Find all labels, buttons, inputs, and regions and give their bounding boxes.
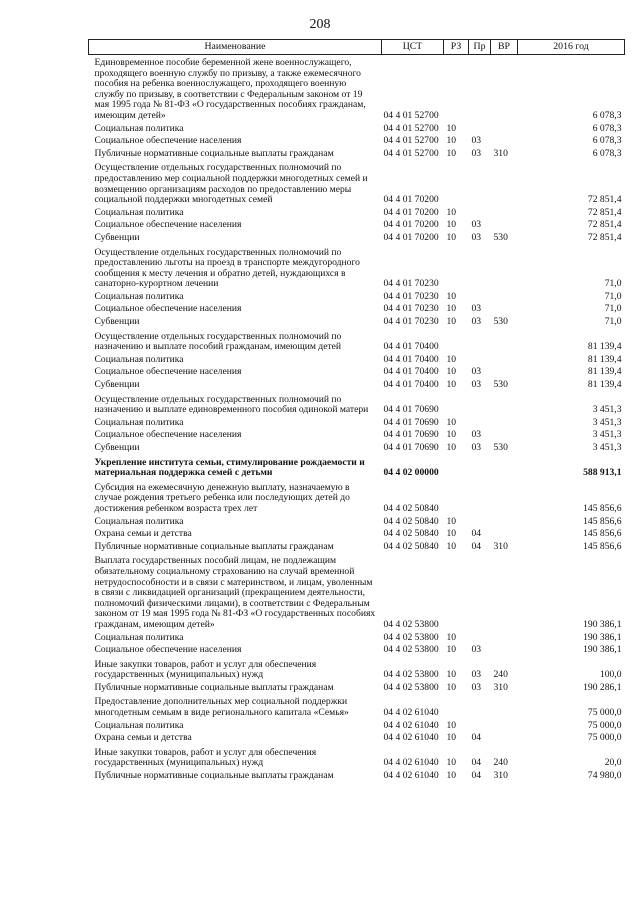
row-vr: 530 <box>493 316 508 328</box>
row-name: Предоставление дополнительных мер социальной поддержки многодетным семьям в виде регионального капитала «Семья» <box>94 696 349 719</box>
row-pr: 03 <box>471 231 482 243</box>
row-amount: 145 856,6 <box>583 515 622 527</box>
row-rz: 10 <box>446 528 457 540</box>
row-vr <box>491 303 518 316</box>
table-row <box>89 644 625 657</box>
row-amount: 72 851,4 <box>587 194 622 206</box>
row-cst: 04 4 01 70200 <box>383 231 439 243</box>
row-name: Социальная политика <box>94 719 184 731</box>
row-vr <box>491 329 518 354</box>
row-name: Охрана семьи и детства <box>94 732 192 744</box>
row-pr: 03 <box>471 379 482 391</box>
row-cst: 04 4 02 50840 <box>383 502 439 514</box>
row-cst: 04 4 01 70400 <box>383 353 439 365</box>
row-amount: 71,0 <box>604 290 622 302</box>
row-name: Социальная политика <box>94 122 184 134</box>
row-pr: 03 <box>471 644 482 656</box>
row-pr: 03 <box>471 135 482 147</box>
row-rz: 10 <box>446 316 457 328</box>
row-amount: 588 913,1 <box>583 467 622 479</box>
table-row <box>89 207 625 220</box>
row-rz: 10 <box>446 429 457 441</box>
row-vr <box>491 553 518 631</box>
row-name: Субвенции <box>94 231 140 243</box>
table-row <box>89 245 625 291</box>
row-pr <box>469 720 491 733</box>
row-cst: 04 4 01 70690 <box>383 404 439 416</box>
row-cst: 04 4 02 61040 <box>383 707 439 719</box>
row-pr: 04 <box>471 757 482 769</box>
row-rz <box>444 329 469 354</box>
row-name: Осуществление отдельных государственных полномочий по назначению и выплате пособий гражданам, имеющим детей <box>94 330 342 353</box>
row-vr: 240 <box>493 757 508 769</box>
row-cst: 04 4 01 70200 <box>383 206 439 218</box>
row-pr: 04 <box>471 732 482 744</box>
row-amount: 71,0 <box>604 278 622 290</box>
row-amount: 81 139,4 <box>587 341 622 353</box>
row-amount: 3 451,3 <box>592 442 622 453</box>
row-pr <box>469 291 491 304</box>
row-name: Охрана семьи и детства <box>94 528 192 540</box>
row-pr: 03 <box>471 429 482 441</box>
row-amount: 3 451,3 <box>592 429 622 441</box>
row-vr <box>491 219 518 232</box>
row-pr <box>469 123 491 136</box>
row-name: Социальное обеспечение населения <box>94 429 242 441</box>
row-cst: 04 4 02 61040 <box>383 719 439 731</box>
page-number: 208 <box>309 17 331 32</box>
header-vr: ВР <box>491 40 518 55</box>
row-pr <box>469 553 491 631</box>
row-name: Социальная политика <box>94 206 184 218</box>
row-name: Социальное обеспечение населения <box>94 644 242 656</box>
row-name: Социальная политика <box>94 290 184 302</box>
row-pr: 03 <box>471 219 482 231</box>
row-amount: 3 451,3 <box>592 416 622 428</box>
row-pr <box>469 160 491 206</box>
table-row <box>89 682 625 695</box>
row-vr <box>491 55 518 123</box>
row-rz: 10 <box>446 669 457 681</box>
table-body <box>89 55 625 783</box>
row-cst: 04 4 01 70690 <box>383 442 439 453</box>
row-pr <box>469 354 491 367</box>
row-pr <box>469 516 491 529</box>
row-cst: 04 4 01 70400 <box>383 366 439 378</box>
table-row <box>89 553 625 631</box>
table-row <box>89 55 625 123</box>
row-amount: 71,0 <box>604 316 622 328</box>
row-name: Социальная политика <box>94 515 184 527</box>
row-pr: 03 <box>471 681 482 693</box>
row-name: Выплата государственных пособий лицам, не подлежащим обязательному социальному страхованию на случай временной нетрудоспособности и в связи с материнством, и лицам, уволенным в связи с ликвидацией организаций (прекращением деятельности, полномочий физическими лицами), в соответствии с Федеральным законом от 19 мая 1995 года № 81-ФЗ «О государственных пособиях гражданам, имеющим детей» <box>94 555 376 630</box>
table-row <box>89 135 625 148</box>
header-name: Наименование <box>89 40 382 55</box>
row-pr: 03 <box>471 669 482 681</box>
row-name: Социальное обеспечение населения <box>94 366 242 378</box>
row-rz: 10 <box>446 290 457 302</box>
row-name: Иные закупки товаров, работ и услуг для обеспечения государственных (муниципальных) нужд <box>94 746 317 769</box>
row-amount: 75 000,0 <box>587 719 622 731</box>
row-rz: 10 <box>446 644 457 656</box>
row-cst: 04 4 01 70400 <box>383 341 439 353</box>
table-row <box>89 303 625 316</box>
table-row <box>89 392 625 417</box>
table-row <box>89 429 625 442</box>
row-amount: 75 000,0 <box>587 732 622 744</box>
row-name: Публичные нормативные социальные выплаты гражданам <box>94 681 334 693</box>
row-vr: 240 <box>493 669 508 681</box>
row-cst: 04 4 01 52700 <box>383 109 439 121</box>
row-rz <box>444 694 469 719</box>
table-row <box>89 455 625 480</box>
table-row <box>89 528 625 541</box>
row-rz: 10 <box>446 353 457 365</box>
row-cst: 04 4 01 52700 <box>383 147 439 159</box>
table-row <box>89 291 625 304</box>
row-pr: 03 <box>471 303 482 315</box>
row-pr: 04 <box>471 770 482 782</box>
row-pr <box>469 392 491 417</box>
row-vr <box>491 417 518 430</box>
row-vr: 310 <box>493 147 508 159</box>
row-rz: 10 <box>446 732 457 744</box>
row-name: Осуществление отдельных государственных полномочий по предоставлению мер социальной поддержки многодетных семей и возмещению организациям расходов по предоставлению меры социальной поддержки многодетных семей <box>94 162 368 206</box>
row-pr: 04 <box>471 540 482 552</box>
row-pr <box>469 480 491 516</box>
row-cst: 04 4 02 61040 <box>383 732 439 744</box>
row-rz <box>444 392 469 417</box>
row-vr <box>491 135 518 148</box>
row-vr: 530 <box>493 379 508 391</box>
row-amount: 100,0 <box>599 669 622 681</box>
row-amount: 6 078,3 <box>592 147 622 159</box>
row-pr <box>469 632 491 645</box>
row-amount: 3 451,3 <box>592 404 622 416</box>
row-amount: 145 856,6 <box>583 540 622 552</box>
row-pr <box>469 329 491 354</box>
row-rz: 10 <box>446 681 457 693</box>
row-name: Субвенции <box>94 316 140 328</box>
row-cst: 04 4 02 50840 <box>383 540 439 552</box>
row-vr <box>491 632 518 645</box>
table-row <box>89 354 625 367</box>
row-name: Публичные нормативные социальные выплаты гражданам <box>94 540 334 552</box>
row-vr <box>491 528 518 541</box>
row-rz: 10 <box>446 303 457 315</box>
table-row <box>89 232 625 245</box>
row-pr <box>469 417 491 430</box>
row-rz: 10 <box>446 540 457 552</box>
row-amount: 71,0 <box>604 303 622 315</box>
table-row <box>89 732 625 745</box>
table-row <box>89 480 625 516</box>
table-row <box>89 720 625 733</box>
table-row <box>89 516 625 529</box>
row-amount: 72 851,4 <box>587 206 622 218</box>
row-amount: 81 139,4 <box>587 353 622 365</box>
row-vr <box>491 720 518 733</box>
row-vr <box>491 207 518 220</box>
row-name: Укрепление института семьи, стимулирование рождаемости и материальная поддержка семей с детьми <box>94 456 365 479</box>
table-row <box>89 219 625 232</box>
row-amount: 75 000,0 <box>587 707 622 719</box>
budget-table <box>88 39 625 783</box>
row-vr <box>491 732 518 745</box>
row-cst: 04 4 01 70400 <box>383 379 439 391</box>
table-row <box>89 123 625 136</box>
row-vr <box>491 455 518 480</box>
table-row <box>89 694 625 719</box>
row-cst: 04 4 01 52700 <box>383 122 439 134</box>
row-rz <box>444 480 469 516</box>
row-vr: 310 <box>493 540 508 552</box>
row-vr <box>491 245 518 291</box>
row-cst: 04 4 02 53800 <box>383 681 439 693</box>
table-row <box>89 366 625 379</box>
row-name: Иные закупки товаров, работ и услуг для обеспечения государственных (муниципальных) нужд <box>94 658 317 681</box>
row-amount: 6 078,3 <box>592 109 622 121</box>
row-cst: 04 4 01 70200 <box>383 219 439 231</box>
table-header <box>89 40 625 55</box>
row-rz: 10 <box>446 147 457 159</box>
row-vr: 530 <box>493 442 508 453</box>
row-name: Субвенции <box>94 442 140 453</box>
row-amount: 190 386,1 <box>583 631 622 643</box>
row-rz: 10 <box>446 631 457 643</box>
row-cst: 04 4 01 70230 <box>383 303 439 315</box>
row-vr <box>491 694 518 719</box>
row-pr <box>469 55 491 123</box>
row-pr <box>469 207 491 220</box>
row-rz: 10 <box>446 122 457 134</box>
row-vr <box>491 366 518 379</box>
row-vr: 530 <box>493 231 508 243</box>
row-cst: 04 4 01 52700 <box>383 135 439 147</box>
row-cst: 04 4 02 50840 <box>383 528 439 540</box>
row-pr: 03 <box>471 442 482 453</box>
row-rz: 10 <box>446 515 457 527</box>
row-amount: 6 078,3 <box>592 122 622 134</box>
row-rz: 10 <box>446 757 457 769</box>
row-cst: 04 4 02 53800 <box>383 618 439 630</box>
table-row <box>89 148 625 161</box>
row-rz <box>444 55 469 123</box>
row-rz: 10 <box>446 416 457 428</box>
row-cst: 04 4 02 61040 <box>383 770 439 782</box>
row-rz <box>444 553 469 631</box>
table-row <box>89 316 625 329</box>
row-cst: 04 4 01 70230 <box>383 278 439 290</box>
row-amount: 190 386,1 <box>583 644 622 656</box>
row-rz: 10 <box>446 379 457 391</box>
row-amount: 190 286,1 <box>583 681 622 693</box>
row-amount: 145 856,6 <box>583 502 622 514</box>
row-rz <box>444 160 469 206</box>
row-name: Социальная политика <box>94 353 184 365</box>
row-name: Единовременное пособие беременной жене военнослужащего, проходящего военную службу по призыву, а также ежемесячного пособия на ребенка военнослужащего, проходящего военную службу по призыву, в соответствии с Федеральным законом от 19 мая 1995 года № 81-ФЗ «О государственных пособиях гражданам, имеющим детей» <box>94 57 366 121</box>
row-vr: 310 <box>493 770 508 782</box>
row-cst: 04 4 01 70690 <box>383 429 439 441</box>
row-name: Социальная политика <box>94 416 184 428</box>
row-pr: 03 <box>471 147 482 159</box>
header-cst: ЦСТ <box>382 40 444 55</box>
row-amount: 72 851,4 <box>587 219 622 231</box>
row-name: Субвенции <box>94 379 140 391</box>
header-pr: Пр <box>469 40 491 55</box>
row-name: Публичные нормативные социальные выплаты гражданам <box>94 770 334 782</box>
row-vr <box>491 644 518 657</box>
row-vr <box>491 429 518 442</box>
row-amount: 74 980,0 <box>587 770 622 782</box>
row-cst: 04 4 01 70230 <box>383 290 439 302</box>
table-row <box>89 417 625 430</box>
row-rz: 10 <box>446 366 457 378</box>
row-name: Социальная политика <box>94 631 184 643</box>
row-rz: 10 <box>446 770 457 782</box>
table-row <box>89 770 625 783</box>
row-rz <box>444 455 469 480</box>
row-amount: 81 139,4 <box>587 379 622 391</box>
row-rz: 10 <box>446 135 457 147</box>
row-rz: 10 <box>446 442 457 453</box>
row-vr <box>491 480 518 516</box>
row-cst: 04 4 01 70230 <box>383 316 439 328</box>
row-cst: 04 4 01 70200 <box>383 194 439 206</box>
row-amount: 81 139,4 <box>587 366 622 378</box>
row-vr <box>491 392 518 417</box>
row-rz: 10 <box>446 719 457 731</box>
row-name: Социальное обеспечение населения <box>94 219 242 231</box>
row-rz <box>444 245 469 291</box>
row-name: Социальное обеспечение населения <box>94 303 242 315</box>
header-rz: РЗ <box>444 40 469 55</box>
table-row <box>89 632 625 645</box>
row-cst: 04 4 02 53800 <box>383 669 439 681</box>
row-cst: 04 4 02 61040 <box>383 757 439 769</box>
row-name: Публичные нормативные социальные выплаты гражданам <box>94 147 334 159</box>
row-amount: 145 856,6 <box>583 528 622 540</box>
row-amount: 6 078,3 <box>592 135 622 147</box>
row-name: Осуществление отдельных государственных полномочий по назначению и выплате единовременного пособия одинокой матери <box>94 393 369 416</box>
row-cst: 04 4 01 70690 <box>383 416 439 428</box>
row-vr <box>491 123 518 136</box>
row-name: Социальное обеспечение населения <box>94 135 242 147</box>
row-pr: 03 <box>471 366 482 378</box>
table-row <box>89 541 625 554</box>
row-cst: 04 4 02 00000 <box>383 467 439 479</box>
row-amount: 190 386,1 <box>583 618 622 630</box>
row-rz: 10 <box>446 206 457 218</box>
row-cst: 04 4 02 53800 <box>383 644 439 656</box>
row-rz: 10 <box>446 231 457 243</box>
row-pr: 04 <box>471 528 482 540</box>
row-amount: 72 851,4 <box>587 231 622 243</box>
row-vr <box>491 516 518 529</box>
table-row <box>89 329 625 354</box>
row-vr: 310 <box>493 681 508 693</box>
table-row <box>89 379 625 392</box>
row-rz: 10 <box>446 219 457 231</box>
row-pr: 03 <box>471 316 482 328</box>
row-vr <box>491 291 518 304</box>
table-row <box>89 745 625 770</box>
table-row <box>89 442 625 455</box>
table-row <box>89 160 625 206</box>
row-cst: 04 4 02 53800 <box>383 631 439 643</box>
row-pr <box>469 694 491 719</box>
row-pr <box>469 245 491 291</box>
row-amount: 20,0 <box>604 757 622 769</box>
row-name: Осуществление отдельных государственных полномочий по предоставлению льготы на проезд в транспорте междугородного сообщения к месту лечения и обратно детей, нуждающихся в санаторно-курортном лечении <box>94 246 360 290</box>
row-name: Субсидия на ежемесячную денежную выплату, назначаемую в случае рождения третьего ребенка или последующих детей до достижения ребенком возраста трех лет <box>94 481 350 514</box>
table-row <box>89 657 625 682</box>
row-vr <box>491 354 518 367</box>
header-year: 2016 год <box>518 40 625 55</box>
row-pr <box>469 455 491 480</box>
row-cst: 04 4 02 50840 <box>383 515 439 527</box>
row-vr <box>491 160 518 206</box>
